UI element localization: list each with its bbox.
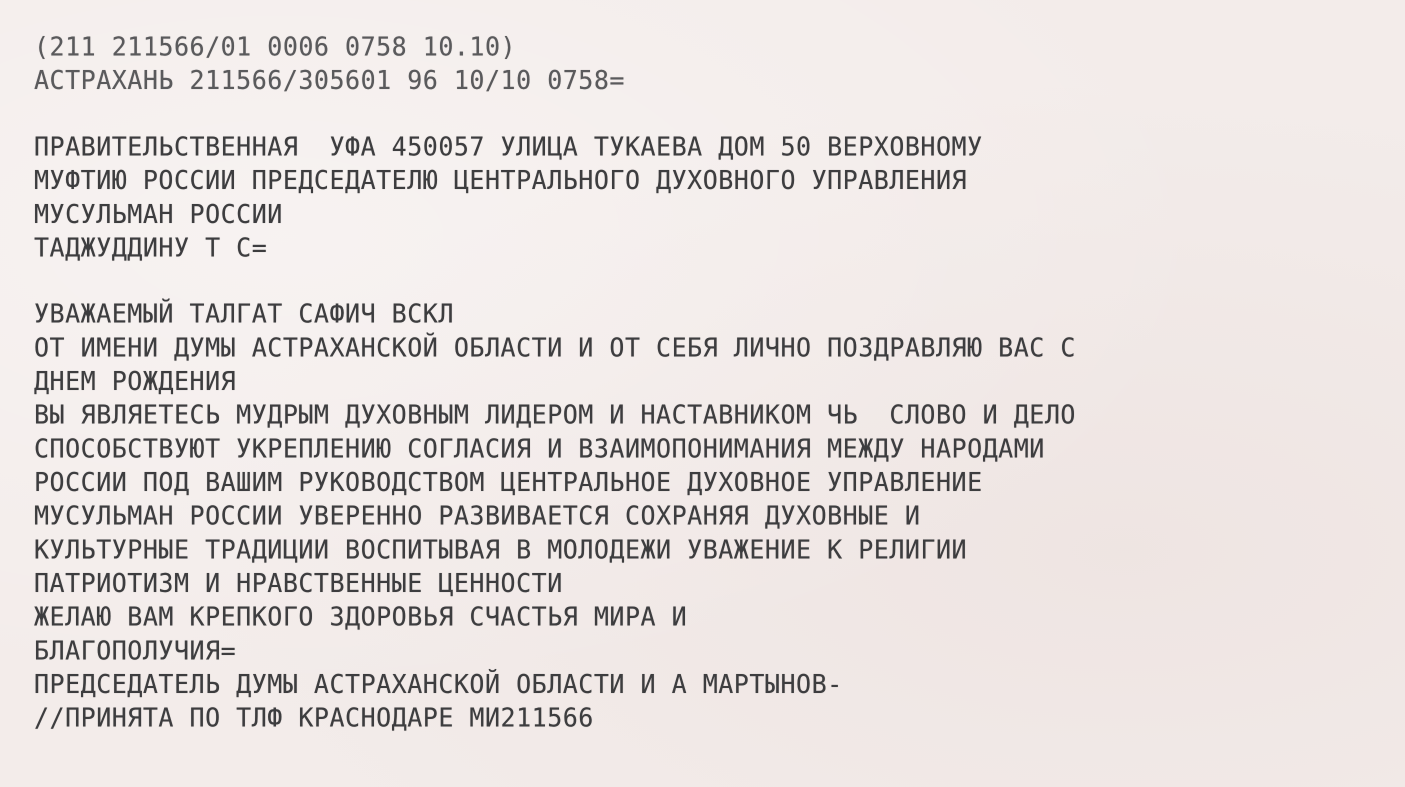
service-note-line: //ПРИНЯТА ПО ТЛФ КРАСНОДАРЕ МИ211566 xyxy=(34,703,594,733)
blank-line xyxy=(34,97,1394,130)
body-line: МУСУЛЬМАН РОССИИ УВЕРЕННО РАЗВИВАЕТСЯ СОХРАНЯЯ ДУХОВНЫЕ И xyxy=(34,501,921,531)
body-line: ОТ ИМЕНИ ДУМЫ АСТРАХАНСКОЙ ОБЛАСТИ И ОТ СЕБЯ ЛИЧНО ПОЗДРАВЛЯЮ ВАС С xyxy=(34,332,1076,363)
body-line: ПАТРИОТИЗМ И НРАВСТВЕННЫЕ ЦЕННОСТИ xyxy=(34,568,563,599)
header-line: АСТРАХАНЬ 211566/305601 96 10/10 0758= xyxy=(34,65,625,96)
telegram-text xyxy=(34,30,1394,735)
header-line: (211 211566/01 0006 0758 10.10) xyxy=(34,32,517,62)
body-line: КУЛЬТУРНЫЕ ТРАДИЦИИ ВОСПИТЫВАЯ В МОЛОДЕЖИ УВАЖЕНИЕ К РЕЛИГИИ xyxy=(34,534,968,565)
address-line: МУСУЛЬМАН РОССИИ xyxy=(34,199,283,229)
body-line: ДНЕМ РОЖДЕНИЯ xyxy=(34,366,237,397)
body-line: ВЫ ЯВЛЯЕТЕСЬ МУДРЫМ ДУХОВНЫМ ЛИДЕРОМ И НАСТАВНИКОМ ЧЬ СЛОВО И ДЕЛО xyxy=(34,400,1076,430)
telegram-address xyxy=(34,130,1394,265)
telegram-body xyxy=(34,297,1394,735)
body-line: РОССИИ ПОД ВАШИМ РУКОВОДСТВОМ ЦЕНТРАЛЬНОЕ ДУХОВНОЕ УПРАВЛЕНИЕ xyxy=(34,467,983,498)
greeting-line: УВАЖАЕМЫЙ ТАЛГАТ САФИЧ ВСКЛ xyxy=(34,299,454,329)
body-line: СПОСОБСТВУЮТ УКРЕПЛЕНИЮ СОГЛАСИЯ И ВЗАИМОПОНИМАНИЯ МЕЖДУ НАРОДАМИ xyxy=(34,433,1045,464)
address-line: МУФТИЮ РОССИИ ПРЕДСЕДАТЕЛЮ ЦЕНТРАЛЬНОГО ДУХОВНОГО УПРАВЛЕНИЯ xyxy=(34,165,968,196)
body-line: ЖЕЛАЮ ВАМ КРЕПКОГО ЗДОРОВЬЯ СЧАСТЬЯ МИРА И xyxy=(34,602,688,632)
body-line: БЛАГОПОЛУЧИЯ= xyxy=(34,635,237,666)
address-line: ТАДЖУДДИНУ Т С= xyxy=(34,232,268,263)
signature-line: ПРЕДСЕДАТЕЛЬ ДУМЫ АСТРАХАНСКОЙ ОБЛАСТИ И А МАРТЫНОВ- xyxy=(34,669,843,700)
address-line: ПРАВИТЕЛЬСТВЕННАЯ УФА 450057 УЛИЦА ТУКАЕВА ДОМ 50 ВЕРХОВНОМУ xyxy=(34,132,983,162)
blank-line xyxy=(34,265,1394,298)
telegram-header xyxy=(34,30,1394,97)
